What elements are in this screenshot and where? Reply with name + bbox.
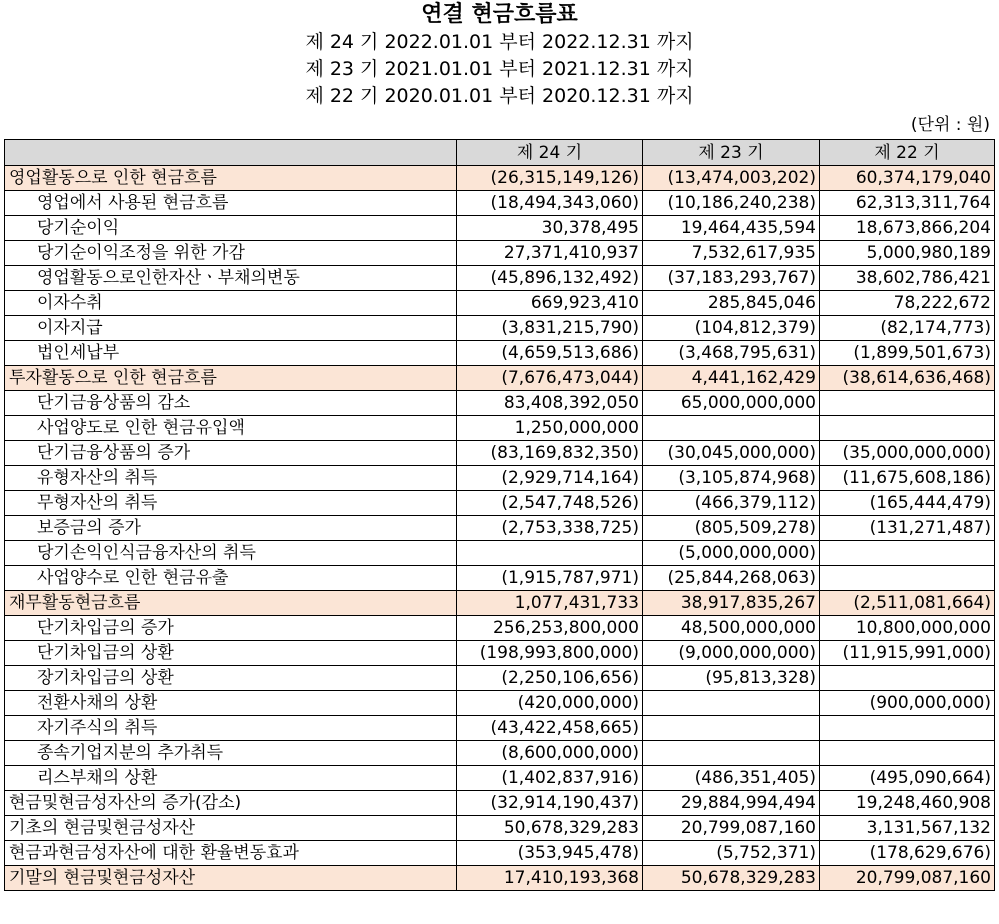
value-22: 3,131,567,132	[820, 816, 995, 841]
value-24: (2,929,714,164)	[457, 466, 643, 491]
row-label: 영업활동으로인한자산ㆍ부채의변동	[5, 266, 457, 291]
value-22: (1,899,501,673)	[820, 341, 995, 366]
table-row	[5, 391, 995, 416]
value-24: (2,753,338,725)	[457, 516, 643, 541]
row-label: 영업에서 사용된 현금흐름	[5, 191, 457, 216]
value-23	[643, 716, 820, 741]
value-24: (1,915,787,971)	[457, 566, 643, 591]
row-label: 당기손익인식금융자산의 취득	[5, 541, 457, 566]
row-label: 기초의 현금및현금성자산	[5, 816, 457, 841]
row-label: 이자지급	[5, 316, 457, 341]
table-row	[5, 366, 995, 391]
table-row	[5, 691, 995, 716]
value-23: (805,509,278)	[643, 516, 820, 541]
row-label: 단기차입금의 상환	[5, 641, 457, 666]
value-23: 20,799,087,160	[643, 816, 820, 841]
value-24: (353,945,478)	[457, 841, 643, 866]
value-22: (11,675,608,186)	[820, 466, 995, 491]
value-24: (8,600,000,000)	[457, 741, 643, 766]
column-header-23: 제 23 기	[643, 140, 820, 166]
column-header-24: 제 24 기	[457, 140, 643, 166]
value-24	[457, 541, 643, 566]
row-label: 이자수취	[5, 291, 457, 316]
row-label: 유형자산의 취득	[5, 466, 457, 491]
value-22: (495,090,664)	[820, 766, 995, 791]
table-row	[5, 516, 995, 541]
row-label: 전환사채의 상환	[5, 691, 457, 716]
value-23: 285,845,046	[643, 291, 820, 316]
value-24: 83,408,392,050	[457, 391, 643, 416]
value-24: (198,993,800,000)	[457, 641, 643, 666]
table-row	[5, 566, 995, 591]
value-22: (165,444,479)	[820, 491, 995, 516]
row-label: 단기차입금의 증가	[5, 616, 457, 641]
column-header-blank	[5, 140, 457, 166]
period-line-22: 제 22 기 2020.01.01 부터 2020.12.31 까지	[305, 85, 694, 107]
value-24: (18,494,343,060)	[457, 191, 643, 216]
value-23: (3,105,874,968)	[643, 466, 820, 491]
period-line-24: 제 24 기 2022.01.01 부터 2022.12.31 까지	[305, 31, 694, 53]
value-24: (3,831,215,790)	[457, 316, 643, 341]
value-23: (5,000,000,000)	[643, 541, 820, 566]
table-row	[5, 341, 995, 366]
statement-title: 연결 현금흐름표	[421, 2, 578, 27]
table-row	[5, 741, 995, 766]
table-row	[5, 616, 995, 641]
row-label: 현금및현금성자산의 증가(감소)	[5, 791, 457, 816]
value-22: 20,799,087,160	[820, 866, 995, 891]
table-row	[5, 666, 995, 691]
value-23	[643, 691, 820, 716]
value-23: (486,351,405)	[643, 766, 820, 791]
value-22: 19,248,460,908	[820, 791, 995, 816]
row-label: 단기금융상품의 증가	[5, 441, 457, 466]
value-24: (2,547,748,526)	[457, 491, 643, 516]
value-22: 10,800,000,000	[820, 616, 995, 641]
value-22: (35,000,000,000)	[820, 441, 995, 466]
row-label: 사업양수로 인한 현금유출	[5, 566, 457, 591]
value-24: (1,402,837,916)	[457, 766, 643, 791]
value-22: (38,614,636,468)	[820, 366, 995, 391]
table-row	[5, 541, 995, 566]
table-row	[5, 591, 995, 616]
table-row	[5, 816, 995, 841]
table-row	[5, 216, 995, 241]
row-label: 영업활동으로 인한 현금흐름	[5, 166, 457, 191]
row-label: 법인세납부	[5, 341, 457, 366]
value-24: (26,315,149,126)	[457, 166, 643, 191]
row-label: 무형자산의 취득	[5, 491, 457, 516]
table-row	[5, 291, 995, 316]
value-23: (5,752,371)	[643, 841, 820, 866]
value-22: 18,673,866,204	[820, 216, 995, 241]
row-label: 재무활동현금흐름	[5, 591, 457, 616]
value-23: 19,464,435,594	[643, 216, 820, 241]
table-row	[5, 491, 995, 516]
row-label: 리스부채의 상환	[5, 766, 457, 791]
table-row	[5, 466, 995, 491]
row-label: 사업양도로 인한 현금유입액	[5, 416, 457, 441]
value-22	[820, 666, 995, 691]
value-23: (104,812,379)	[643, 316, 820, 341]
value-22: (178,629,676)	[820, 841, 995, 866]
period-line-23: 제 23 기 2021.01.01 부터 2021.12.31 까지	[305, 58, 694, 80]
value-23: (3,468,795,631)	[643, 341, 820, 366]
table-row	[5, 641, 995, 666]
value-22: 38,602,786,421	[820, 266, 995, 291]
row-label: 기말의 현금및현금성자산	[5, 866, 457, 891]
row-label: 단기금융상품의 감소	[5, 391, 457, 416]
row-label: 투자활동으로 인한 현금흐름	[5, 366, 457, 391]
value-22: (900,000,000)	[820, 691, 995, 716]
value-22: 60,374,179,040	[820, 166, 995, 191]
table-header-row	[5, 140, 995, 166]
row-label: 장기차입금의 상환	[5, 666, 457, 691]
value-23: (10,186,240,238)	[643, 191, 820, 216]
table-row	[5, 866, 995, 891]
value-23: 29,884,994,494	[643, 791, 820, 816]
value-24: (4,659,513,686)	[457, 341, 643, 366]
value-23: 50,678,329,283	[643, 866, 820, 891]
table-row	[5, 791, 995, 816]
value-23: 48,500,000,000	[643, 616, 820, 641]
value-24: 1,077,431,733	[457, 591, 643, 616]
row-label: 종속기업지분의 추가취득	[5, 741, 457, 766]
table-row	[5, 241, 995, 266]
value-24: 669,923,410	[457, 291, 643, 316]
table-row	[5, 166, 995, 191]
value-24: (83,169,832,350)	[457, 441, 643, 466]
value-23: (13,474,003,202)	[643, 166, 820, 191]
table-row	[5, 841, 995, 866]
value-23: (466,379,112)	[643, 491, 820, 516]
value-22: (82,174,773)	[820, 316, 995, 341]
value-22: (131,271,487)	[820, 516, 995, 541]
table-row	[5, 416, 995, 441]
value-23	[643, 741, 820, 766]
value-23: 4,441,162,429	[643, 366, 820, 391]
table-row	[5, 316, 995, 341]
value-23: 7,532,617,935	[643, 241, 820, 266]
value-24: (43,422,458,665)	[457, 716, 643, 741]
value-24: 30,378,495	[457, 216, 643, 241]
value-23: 65,000,000,000	[643, 391, 820, 416]
column-header-22: 제 22 기	[820, 140, 995, 166]
value-22: 62,313,311,764	[820, 191, 995, 216]
unit-label: (단위 : 원)	[910, 115, 990, 135]
value-24: 17,410,193,368	[457, 866, 643, 891]
value-22	[820, 716, 995, 741]
table-row	[5, 766, 995, 791]
value-24: (32,914,190,437)	[457, 791, 643, 816]
value-22	[820, 566, 995, 591]
table-row	[5, 716, 995, 741]
value-23: (30,045,000,000)	[643, 441, 820, 466]
value-23: (37,183,293,767)	[643, 266, 820, 291]
value-22	[820, 391, 995, 416]
value-22: (11,915,991,000)	[820, 641, 995, 666]
value-24: 27,371,410,937	[457, 241, 643, 266]
value-22: 78,222,672	[820, 291, 995, 316]
table-row	[5, 266, 995, 291]
value-23: (25,844,268,063)	[643, 566, 820, 591]
value-22	[820, 416, 995, 441]
table-body	[5, 166, 995, 891]
value-24: (2,250,106,656)	[457, 666, 643, 691]
value-23: (9,000,000,000)	[643, 641, 820, 666]
row-label: 현금과현금성자산에 대한 환율변동효과	[5, 841, 457, 866]
row-label: 당기순이익조정을 위한 가감	[5, 241, 457, 266]
cash-flow-table	[4, 139, 995, 891]
row-label: 보증금의 증가	[5, 516, 457, 541]
value-22	[820, 541, 995, 566]
value-24: 50,678,329,283	[457, 816, 643, 841]
value-23: (95,813,328)	[643, 666, 820, 691]
value-24: (7,676,473,044)	[457, 366, 643, 391]
value-22: (2,511,081,664)	[820, 591, 995, 616]
value-23	[643, 416, 820, 441]
value-22: 5,000,980,189	[820, 241, 995, 266]
row-label: 당기순이익	[5, 216, 457, 241]
value-24: 256,253,800,000	[457, 616, 643, 641]
value-22	[820, 741, 995, 766]
row-label: 자기주식의 취득	[5, 716, 457, 741]
value-24: (420,000,000)	[457, 691, 643, 716]
value-23: 38,917,835,267	[643, 591, 820, 616]
value-24: 1,250,000,000	[457, 416, 643, 441]
table-row	[5, 441, 995, 466]
table-row	[5, 191, 995, 216]
value-24: (45,896,132,492)	[457, 266, 643, 291]
